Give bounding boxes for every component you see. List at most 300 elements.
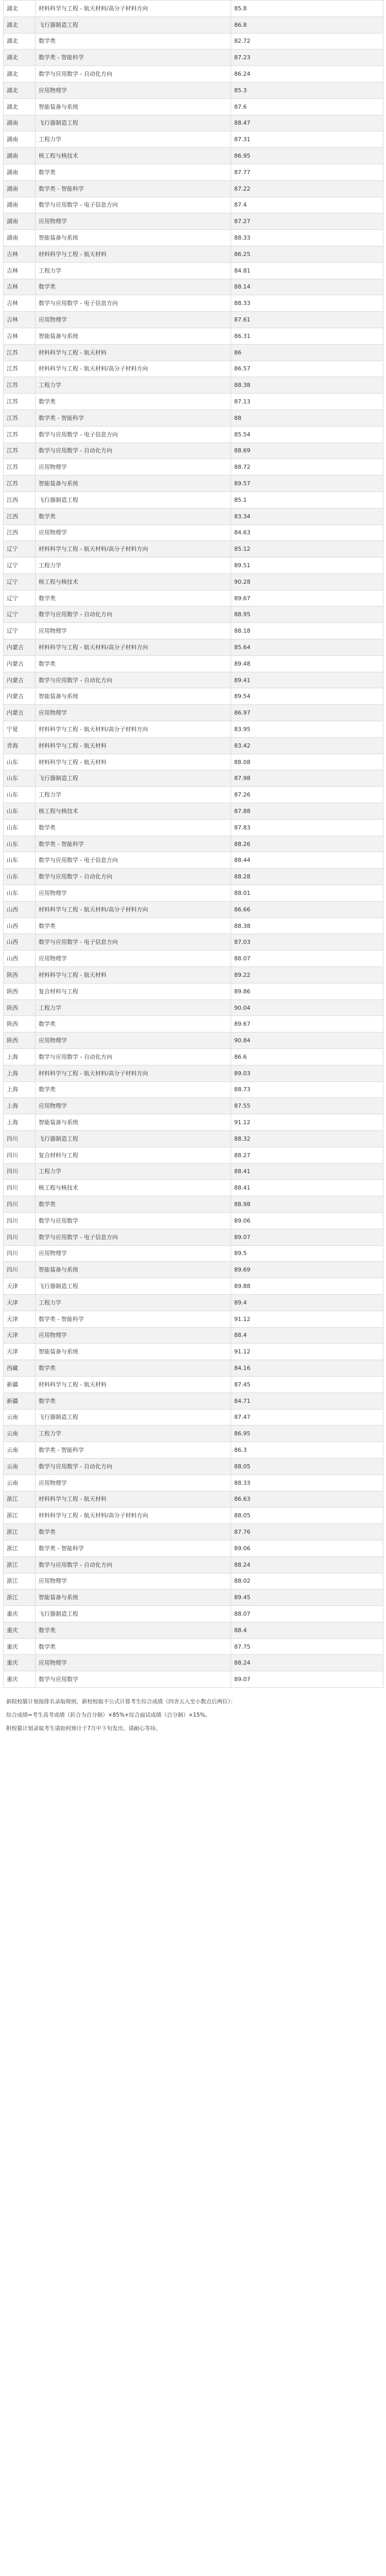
score-cell: 89.22 — [231, 967, 383, 984]
province-cell: 湖南 — [4, 164, 36, 180]
major-cell: 飞行器制造工程 — [36, 115, 231, 131]
table-row — [4, 1458, 383, 1475]
score-cell: 88.01 — [231, 885, 383, 902]
score-cell: 87.76 — [231, 1524, 383, 1540]
province-cell: 山西 — [4, 918, 36, 934]
table-row — [4, 131, 383, 148]
major-cell: 数学类 — [36, 1638, 231, 1655]
province-cell: 江苏 — [4, 459, 36, 476]
province-cell: 四川 — [4, 1212, 36, 1229]
score-cell: 88.27 — [231, 1147, 383, 1163]
score-cell: 89.07 — [231, 1671, 383, 1688]
province-cell: 湖南 — [4, 180, 36, 197]
score-cell: 82.72 — [231, 33, 383, 49]
score-cell: 87.22 — [231, 180, 383, 197]
province-cell: 浙江 — [4, 1507, 36, 1524]
province-cell: 浙江 — [4, 1524, 36, 1540]
table-row — [4, 1016, 383, 1032]
major-cell: 工程力学 — [36, 1294, 231, 1311]
major-cell: 数学类 - 智能科学 — [36, 1311, 231, 1327]
province-cell: 湖北 — [4, 49, 36, 66]
score-cell: 88.02 — [231, 1573, 383, 1589]
score-cell: 85.12 — [231, 541, 383, 557]
table-row — [4, 541, 383, 557]
province-cell: 重庆 — [4, 1655, 36, 1671]
province-cell: 辽宁 — [4, 557, 36, 574]
score-cell: 87.83 — [231, 819, 383, 836]
province-cell: 山东 — [4, 885, 36, 902]
score-cell: 89.88 — [231, 1278, 383, 1295]
table-row — [4, 1098, 383, 1114]
score-cell: 87.61 — [231, 312, 383, 328]
table-row — [4, 1081, 383, 1098]
major-cell: 材料科学与工程 - 航天材料 — [36, 967, 231, 984]
major-cell: 材料科学与工程 - 航天材料 — [36, 754, 231, 770]
major-cell: 智能装备与系统 — [36, 1589, 231, 1606]
province-cell: 江苏 — [4, 410, 36, 426]
province-cell: 重庆 — [4, 1671, 36, 1688]
score-cell: 87.31 — [231, 131, 383, 148]
table-row — [4, 770, 383, 787]
notes-section — [3, 1695, 383, 1735]
score-cell: 87.45 — [231, 1376, 383, 1393]
table-row — [4, 1, 383, 17]
table-row — [4, 1524, 383, 1540]
major-cell: 数学类 — [36, 33, 231, 49]
table-row — [4, 98, 383, 115]
score-cell: 88.24 — [231, 1556, 383, 1573]
province-cell: 湖北 — [4, 16, 36, 33]
province-cell: 湖北 — [4, 98, 36, 115]
table-row — [4, 1327, 383, 1344]
score-cell: 87.27 — [231, 213, 383, 230]
province-cell: 内蒙古 — [4, 705, 36, 721]
major-cell: 应用物理学 — [36, 1655, 231, 1671]
table-row — [4, 573, 383, 590]
score-cell: 89.48 — [231, 655, 383, 672]
score-cell: 89.06 — [231, 1212, 383, 1229]
major-cell: 智能装备与系统 — [36, 476, 231, 492]
table-row — [4, 1507, 383, 1524]
major-cell: 材料科学与工程 - 航天材料/高分子材料方向 — [36, 639, 231, 656]
province-cell: 上海 — [4, 1049, 36, 1065]
score-cell: 87.23 — [231, 49, 383, 66]
score-cell: 89.07 — [231, 1229, 383, 1245]
score-cell: 88.73 — [231, 1081, 383, 1098]
score-cell: 88.44 — [231, 852, 383, 869]
major-cell: 复合材料与工程 — [36, 983, 231, 999]
table-row — [4, 164, 383, 180]
major-cell: 数学与应用数学 — [36, 1212, 231, 1229]
score-cell: 88.72 — [231, 459, 383, 476]
province-cell: 湖南 — [4, 230, 36, 246]
major-cell: 飞行器制造工程 — [36, 16, 231, 33]
score-cell: 88.95 — [231, 606, 383, 623]
major-cell: 数学类 — [36, 279, 231, 295]
table-row — [4, 1229, 383, 1245]
table-row — [4, 951, 383, 967]
score-cell: 86.97 — [231, 705, 383, 721]
major-cell: 数学类 - 智能科学 — [36, 410, 231, 426]
score-cell: 83.42 — [231, 737, 383, 754]
major-cell: 核工程与核技术 — [36, 148, 231, 164]
table-row — [4, 803, 383, 820]
score-cell: 88.24 — [231, 1655, 383, 1671]
major-cell: 数学类 — [36, 1081, 231, 1098]
province-cell: 辽宁 — [4, 606, 36, 623]
score-cell: 88.05 — [231, 1458, 383, 1475]
score-cell: 88.4 — [231, 1622, 383, 1638]
score-cell: 87.77 — [231, 164, 383, 180]
province-cell: 吉林 — [4, 295, 36, 312]
province-cell: 江西 — [4, 492, 36, 508]
major-cell: 飞行器制造工程 — [36, 1130, 231, 1147]
province-cell: 浙江 — [4, 1540, 36, 1556]
major-cell: 应用物理学 — [36, 312, 231, 328]
table-row — [4, 49, 383, 66]
table-row — [4, 295, 383, 312]
major-cell: 工程力学 — [36, 1163, 231, 1180]
province-cell: 辽宁 — [4, 590, 36, 606]
table-row — [4, 443, 383, 459]
province-cell: 浙江 — [4, 1556, 36, 1573]
province-cell: 山东 — [4, 852, 36, 869]
score-cell: 88.33 — [231, 230, 383, 246]
score-cell: 89.86 — [231, 983, 383, 999]
score-cell: 88.07 — [231, 1606, 383, 1622]
table-row — [4, 1163, 383, 1180]
table-row — [4, 246, 383, 262]
score-cell: 86 — [231, 344, 383, 361]
table-row — [4, 213, 383, 230]
table-row — [4, 180, 383, 197]
major-cell: 智能装备与系统 — [36, 328, 231, 344]
province-cell: 内蒙古 — [4, 639, 36, 656]
province-cell: 山东 — [4, 869, 36, 885]
table-row — [4, 934, 383, 951]
province-cell: 吉林 — [4, 328, 36, 344]
score-cell: 88 — [231, 410, 383, 426]
score-cell: 89.57 — [231, 476, 383, 492]
major-cell: 应用物理学 — [36, 1032, 231, 1049]
table-row — [4, 279, 383, 295]
table-row — [4, 1540, 383, 1556]
score-table-body — [4, 1, 383, 1688]
table-row — [4, 508, 383, 524]
major-cell: 数学类 - 智能科学 — [36, 836, 231, 852]
table-row — [4, 836, 383, 852]
score-cell: 86.6 — [231, 1049, 383, 1065]
score-cell: 86.95 — [231, 1426, 383, 1442]
major-cell: 智能装备与系统 — [36, 1114, 231, 1131]
table-row — [4, 688, 383, 705]
score-cell: 89.54 — [231, 688, 383, 705]
major-cell: 智能装备与系统 — [36, 688, 231, 705]
major-cell: 应用物理学 — [36, 1098, 231, 1114]
province-cell: 天津 — [4, 1311, 36, 1327]
province-cell: 四川 — [4, 1245, 36, 1262]
score-cell: 89.03 — [231, 1065, 383, 1081]
table-row — [4, 787, 383, 803]
province-cell: 辽宁 — [4, 623, 36, 639]
score-cell: 87.26 — [231, 787, 383, 803]
province-cell: 湖南 — [4, 115, 36, 131]
table-row — [4, 1130, 383, 1147]
province-cell: 江苏 — [4, 377, 36, 394]
score-cell: 83.34 — [231, 508, 383, 524]
table-row — [4, 1032, 383, 1049]
major-cell: 数学类 — [36, 1393, 231, 1409]
province-cell: 吉林 — [4, 246, 36, 262]
table-row — [4, 1212, 383, 1229]
score-cell: 87.13 — [231, 394, 383, 410]
score-cell: 85.1 — [231, 492, 383, 508]
province-cell: 重庆 — [4, 1638, 36, 1655]
major-cell: 材料科学与工程 - 航天材料 — [36, 1491, 231, 1507]
table-row — [4, 328, 383, 344]
province-cell: 重庆 — [4, 1606, 36, 1622]
province-cell: 陕西 — [4, 1016, 36, 1032]
table-row — [4, 606, 383, 623]
major-cell: 应用物理学 — [36, 623, 231, 639]
province-cell: 云南 — [4, 1458, 36, 1475]
score-cell: 90.04 — [231, 999, 383, 1016]
admission-score-table — [3, 0, 383, 1688]
score-cell: 85.64 — [231, 639, 383, 656]
score-cell: 86.66 — [231, 901, 383, 918]
major-cell: 应用物理学 — [36, 459, 231, 476]
table-row — [4, 1442, 383, 1459]
major-cell: 数学类 — [36, 1360, 231, 1377]
table-row — [4, 1426, 383, 1442]
table-row — [4, 1376, 383, 1393]
province-cell: 四川 — [4, 1147, 36, 1163]
table-row — [4, 557, 383, 574]
province-cell: 四川 — [4, 1130, 36, 1147]
province-cell: 山东 — [4, 754, 36, 770]
table-row — [4, 410, 383, 426]
score-cell: 86.3 — [231, 1442, 383, 1459]
table-row — [4, 115, 383, 131]
table-row — [4, 148, 383, 164]
score-cell: 83.95 — [231, 721, 383, 738]
major-cell: 数学与应用数学 - 自动化方向 — [36, 672, 231, 688]
score-cell: 88.41 — [231, 1163, 383, 1180]
province-cell: 陕西 — [4, 983, 36, 999]
table-row — [4, 852, 383, 869]
table-row — [4, 1638, 383, 1655]
table-row — [4, 524, 383, 541]
table-row — [4, 1278, 383, 1295]
province-cell: 山东 — [4, 803, 36, 820]
province-cell: 江西 — [4, 508, 36, 524]
major-cell: 应用物理学 — [36, 82, 231, 98]
major-cell: 材料科学与工程 - 航天材料/高分子材料方向 — [36, 1507, 231, 1524]
major-cell: 数学与应用数学 - 电子信息方向 — [36, 295, 231, 312]
province-cell: 上海 — [4, 1081, 36, 1098]
table-row — [4, 476, 383, 492]
province-cell: 云南 — [4, 1475, 36, 1491]
major-cell: 数学类 — [36, 1196, 231, 1213]
major-cell: 工程力学 — [36, 131, 231, 148]
province-cell: 新疆 — [4, 1376, 36, 1393]
province-cell: 四川 — [4, 1229, 36, 1245]
table-row — [4, 1393, 383, 1409]
major-cell: 应用物理学 — [36, 1245, 231, 1262]
table-row — [4, 1655, 383, 1671]
score-cell: 88.38 — [231, 918, 383, 934]
score-cell: 88.33 — [231, 1475, 383, 1491]
table-row — [4, 655, 383, 672]
table-row — [4, 1311, 383, 1327]
table-row — [4, 1556, 383, 1573]
major-cell: 工程力学 — [36, 262, 231, 279]
province-cell: 山西 — [4, 901, 36, 918]
score-cell: 86.31 — [231, 328, 383, 344]
major-cell: 工程力学 — [36, 557, 231, 574]
table-row — [4, 1409, 383, 1426]
note-line-2: 综合成绩=考生高考成绩（折合为百分制）×85%+综合面试成绩（百分制）×15%。 — [6, 1712, 210, 1719]
score-cell: 88.08 — [231, 754, 383, 770]
major-cell: 应用物理学 — [36, 524, 231, 541]
province-cell: 江苏 — [4, 443, 36, 459]
table-row — [4, 82, 383, 98]
major-cell: 数学类 — [36, 1622, 231, 1638]
major-cell: 材料科学与工程 - 航天材料/高分子材料方向 — [36, 1065, 231, 1081]
table-row — [4, 459, 383, 476]
province-cell: 内蒙古 — [4, 672, 36, 688]
major-cell: 智能装备与系统 — [36, 98, 231, 115]
score-cell: 89.67 — [231, 590, 383, 606]
province-cell: 江苏 — [4, 476, 36, 492]
province-cell: 云南 — [4, 1409, 36, 1426]
major-cell: 材料科学与工程 - 航天材料/高分子材料方向 — [36, 361, 231, 377]
table-row — [4, 1065, 383, 1081]
major-cell: 应用物理学 — [36, 885, 231, 902]
province-cell: 吉林 — [4, 279, 36, 295]
score-cell: 88.28 — [231, 869, 383, 885]
province-cell: 宁夏 — [4, 721, 36, 738]
province-cell: 山西 — [4, 951, 36, 967]
major-cell: 工程力学 — [36, 1426, 231, 1442]
table-row — [4, 1114, 383, 1131]
major-cell: 数学与应用数学 - 自动化方向 — [36, 66, 231, 82]
table-row — [4, 639, 383, 656]
table-row — [4, 377, 383, 394]
major-cell: 数学类 — [36, 918, 231, 934]
major-cell: 材料科学与工程 - 航天材料/高分子材料方向 — [36, 541, 231, 557]
table-row — [4, 869, 383, 885]
major-cell: 数学类 — [36, 590, 231, 606]
score-cell: 90.84 — [231, 1032, 383, 1049]
score-cell: 88.07 — [231, 951, 383, 967]
province-cell: 湖南 — [4, 197, 36, 213]
score-cell: 89.67 — [231, 1016, 383, 1032]
province-cell: 四川 — [4, 1180, 36, 1196]
province-cell: 湖北 — [4, 33, 36, 49]
province-cell: 湖北 — [4, 66, 36, 82]
province-cell: 湖北 — [4, 1, 36, 17]
province-cell: 上海 — [4, 1098, 36, 1114]
major-cell: 材料科学与工程 - 航天材料 — [36, 737, 231, 754]
score-cell: 87.98 — [231, 770, 383, 787]
major-cell: 数学与应用数学 - 电子信息方向 — [36, 934, 231, 951]
province-cell: 山东 — [4, 770, 36, 787]
table-row — [4, 1196, 383, 1213]
table-row — [4, 721, 383, 738]
score-cell: 84.63 — [231, 524, 383, 541]
province-cell: 天津 — [4, 1327, 36, 1344]
score-cell: 88.14 — [231, 279, 383, 295]
province-cell: 内蒙古 — [4, 655, 36, 672]
province-cell: 辽宁 — [4, 541, 36, 557]
table-row — [4, 33, 383, 49]
province-cell: 上海 — [4, 1114, 36, 1131]
major-cell: 数学类 — [36, 164, 231, 180]
score-cell: 86.8 — [231, 16, 383, 33]
major-cell: 数学类 — [36, 394, 231, 410]
province-cell: 天津 — [4, 1344, 36, 1360]
score-cell: 85.3 — [231, 82, 383, 98]
major-cell: 工程力学 — [36, 377, 231, 394]
table-row — [4, 885, 383, 902]
score-cell: 84.16 — [231, 1360, 383, 1377]
score-cell: 89.41 — [231, 672, 383, 688]
province-cell: 青海 — [4, 737, 36, 754]
table-row — [4, 901, 383, 918]
score-cell: 91.12 — [231, 1311, 383, 1327]
score-cell: 88.18 — [231, 623, 383, 639]
major-cell: 核工程与核技术 — [36, 573, 231, 590]
table-row — [4, 590, 383, 606]
table-row — [4, 819, 383, 836]
major-cell: 飞行器制造工程 — [36, 770, 231, 787]
major-cell: 应用物理学 — [36, 213, 231, 230]
score-cell: 88.32 — [231, 1130, 383, 1147]
score-cell: 87.47 — [231, 1409, 383, 1426]
table-row — [4, 426, 383, 443]
major-cell: 应用物理学 — [36, 951, 231, 967]
province-cell: 辽宁 — [4, 573, 36, 590]
score-cell: 87.55 — [231, 1098, 383, 1114]
score-cell: 88.33 — [231, 295, 383, 312]
province-cell: 江西 — [4, 524, 36, 541]
table-row — [4, 361, 383, 377]
table-row — [4, 230, 383, 246]
score-cell: 89.4 — [231, 1294, 383, 1311]
major-cell: 智能装备与系统 — [36, 230, 231, 246]
note-line-1: 新院校篡计划按排名录取规则，新校校取不公式计算考生综合成绩（四舍五入至小数点后两位）： — [6, 1699, 236, 1705]
table-row — [4, 394, 383, 410]
table-row — [4, 1573, 383, 1589]
table-row — [4, 1049, 383, 1065]
table-row — [4, 1475, 383, 1491]
score-cell: 88.41 — [231, 1180, 383, 1196]
major-cell: 材料科学与工程 - 航天材料 — [36, 1376, 231, 1393]
major-cell: 飞行器制造工程 — [36, 1278, 231, 1295]
province-cell: 四川 — [4, 1262, 36, 1278]
major-cell: 材料科学与工程 - 航天材料/高分子材料方向 — [36, 1, 231, 17]
score-cell: 84.81 — [231, 262, 383, 279]
table-row — [4, 705, 383, 721]
table-row — [4, 1606, 383, 1622]
score-cell: 86.63 — [231, 1491, 383, 1507]
province-cell: 江苏 — [4, 426, 36, 443]
major-cell: 应用物理学 — [36, 1573, 231, 1589]
major-cell: 数学与应用数学 - 自动化方向 — [36, 606, 231, 623]
province-cell: 云南 — [4, 1426, 36, 1442]
score-cell: 85.8 — [231, 1, 383, 17]
